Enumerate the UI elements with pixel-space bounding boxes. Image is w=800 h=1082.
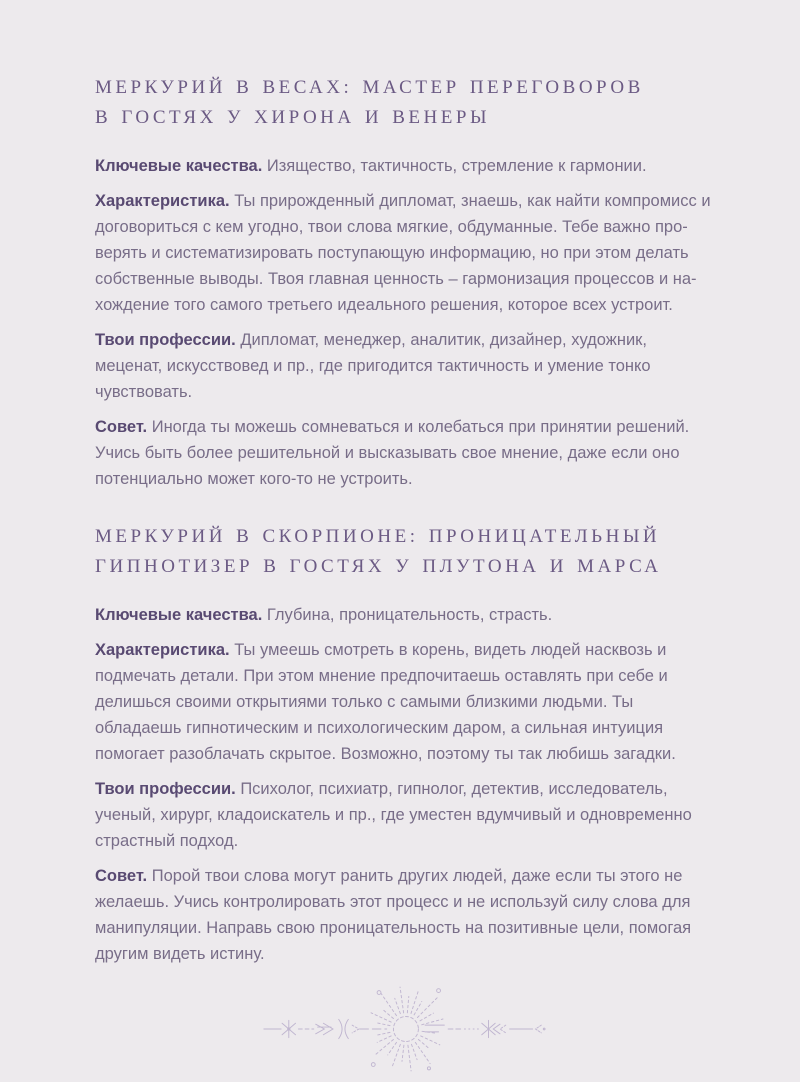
- heading-line-2: В ГОСТЯХ У ХИРОНА И ВЕНЕРЫ: [95, 107, 491, 128]
- paragraph-lead: Ключевые качества.: [95, 606, 263, 624]
- paragraph-lead: Характеристика.: [95, 641, 230, 659]
- heading-line-2: ГИПНОТИЗЕР В ГОСТЯХ У ПЛУТОНА И МАРСА: [95, 556, 662, 577]
- paragraph-lead: Совет.: [95, 867, 148, 885]
- paragraph-lead: Твои профессии.: [95, 780, 236, 798]
- paragraph-characteristic: [95, 637, 712, 767]
- paragraph-text: Ты умеешь смотреть в корень, видеть людей насквозь и подмечать детали. При этом мнение предпочитаешь оставлять при себе и делишься своими открытиями только с самыми близкими людьми. Ты обладаешь гипнотическим и психологическим даром, а сильная интуиция помогает разоблачать скрытое. Возможно, поэтому ты так любишь загадки.: [95, 641, 676, 763]
- paragraph-characteristic: [95, 188, 712, 318]
- paragraph-text: Глубина, проницательность, страсть.: [266, 606, 553, 624]
- paragraph-text: Дипломат, менеджер, аналитик, дизайнер, художник, меценат, искусствовед и пр., где пригодится тактичность и умение тонко чувствовать.: [95, 331, 651, 401]
- paragraph-professions: [95, 776, 712, 854]
- section-heading: [95, 73, 712, 133]
- paragraph-text: Психолог, психиатр, гипнолог, детектив, исследователь, ученый, хирург, кладоискатель и пр., где уместен вдумчивый и одновременно страстный подход.: [95, 780, 692, 850]
- paragraph-text: Иногда ты можешь сомневаться и колебаться при принятии решений. Учись быть более решительной и высказывать свое мнение, даже если оно потенциально может кого-то не устроить.: [95, 418, 690, 488]
- paragraph-key-qualities: [95, 602, 712, 628]
- sun-divider-ornament: [95, 981, 712, 1082]
- paragraph-key-qualities: [95, 153, 712, 179]
- paragraph-advice: [95, 863, 712, 967]
- paragraph-text: Ты прирожденный дипломат, знаешь, как найти компромисс и договориться с кем угодно, твои слова мягкие, обдуманные. Тебе важно проверять и систематизировать поступающую информацию, но при этом делать собственные выводы. Твоя главная ценность – гармонизация процессов и нахождение того самого третьего идеального решения, которое всех устроит.: [95, 192, 711, 314]
- section-mercury-scorpio: [95, 522, 712, 967]
- section-heading: [95, 522, 712, 582]
- paragraph-text: Порой твои слова могут ранить других людей, даже если ты этого не желаешь. Учись контролировать этот процесс и не используй силу слова для манипуляции. Направь свою проницательность на позитивные цели, помогая другим видеть истину.: [95, 867, 692, 963]
- sun-divider-icon: [259, 981, 549, 1077]
- paragraph-text: Изящество, тактичность, стремление к гармонии.: [266, 157, 647, 175]
- paragraph-lead: Характеристика.: [95, 192, 230, 210]
- paragraph-lead: Ключевые качества.: [95, 157, 263, 175]
- heading-line-1: МЕРКУРИЙ В ВЕСАХ: МАСТЕР ПЕРЕГОВОРОВ: [95, 77, 644, 98]
- section-mercury-libra: [95, 73, 712, 492]
- paragraph-lead: Твои профессии.: [95, 331, 236, 349]
- paragraph-professions: [95, 327, 712, 405]
- paragraph-advice: [95, 414, 712, 492]
- heading-line-1: МЕРКУРИЙ В СКОРПИОНЕ: ПРОНИЦАТЕЛЬНЫЙ: [95, 526, 661, 547]
- paragraph-lead: Совет.: [95, 418, 148, 436]
